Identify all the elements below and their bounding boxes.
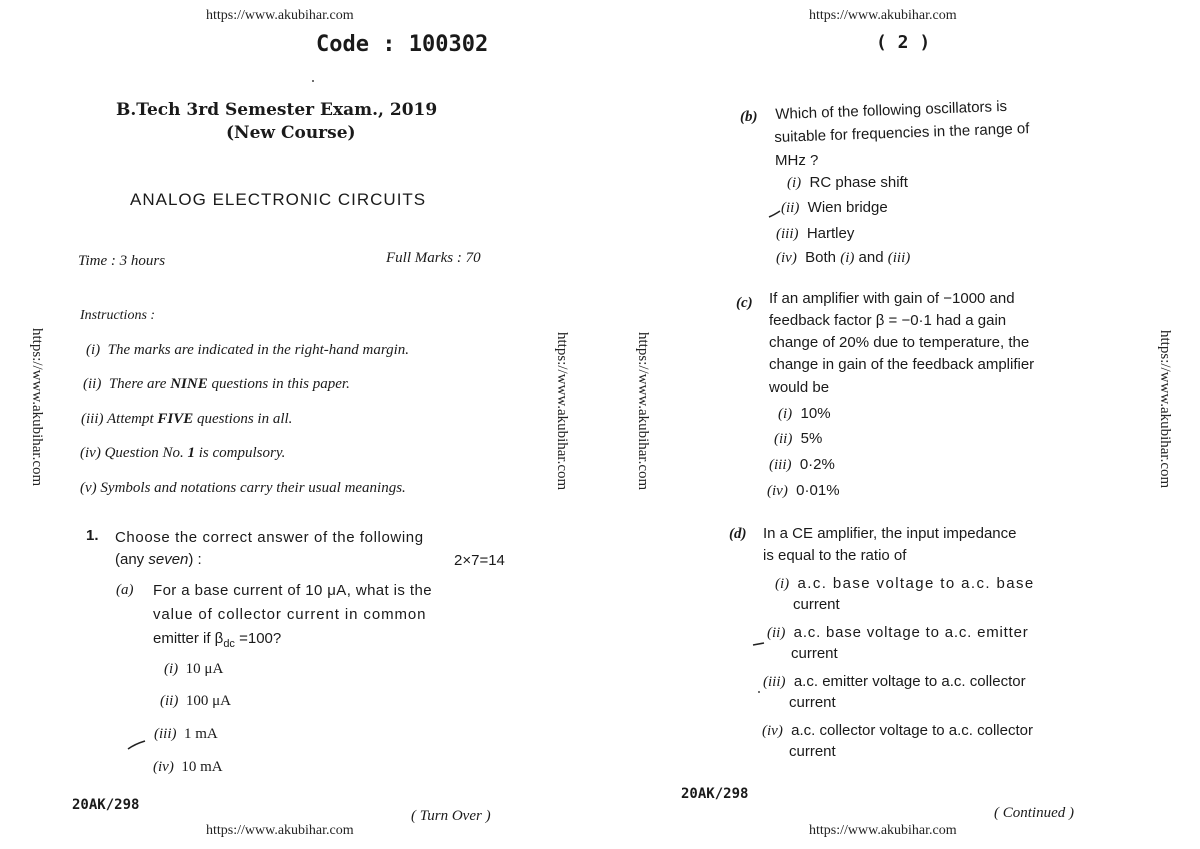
question-stem-line2 — [115, 549, 202, 570]
exam-time: Time : 3 hours — [78, 253, 166, 269]
subquestion-text: For a base current of 10 μA, what is the — [153, 582, 432, 599]
option-text: a.c. base voltage to a.c. base — [797, 575, 1035, 592]
subquestion-text-line3 — [153, 628, 281, 655]
option-number: (iii) — [776, 226, 799, 242]
option-text: a.c. collector voltage to a.c. collector — [791, 722, 1033, 739]
subquestion-label: (b) — [740, 109, 758, 125]
option-number: (i) — [778, 406, 793, 422]
right-footer-code: 20AK/298 — [681, 786, 749, 802]
option-number: (i) — [787, 175, 802, 191]
subquestion-text-line2: is equal to the ratio of — [763, 547, 907, 564]
left-footer-url[interactable]: https://www.akubihar.com — [206, 823, 354, 838]
option-number: (ii) — [160, 693, 179, 709]
instruction-text-pre: Question No. — [104, 445, 188, 461]
option-text: 10 μA — [185, 661, 224, 677]
subquestion-text: If an amplifier with gain of −1000 and — [769, 290, 1015, 307]
option-ref: (iii) — [887, 250, 911, 266]
option-number: (iii) — [154, 726, 177, 742]
option-item — [154, 726, 218, 743]
option-number: (iv) — [767, 483, 788, 499]
instruction-number: (ii) — [83, 376, 102, 392]
option-text-cont: current — [789, 694, 836, 711]
right-footer-url[interactable]: https://www.akubihar.com — [809, 823, 957, 838]
option-text: 10% — [800, 405, 831, 422]
question-stem: Choose the correct answer of the following — [115, 529, 424, 546]
left-header-url[interactable]: https://www.akubihar.com — [206, 8, 354, 23]
left-side-url[interactable]: https://www.akubihar.com — [29, 328, 45, 487]
option-text: Hartley — [806, 225, 855, 242]
subquestion-text-line5: would be — [769, 379, 830, 396]
right-header-url[interactable]: https://www.akubihar.com — [809, 8, 957, 23]
option-item — [776, 247, 910, 269]
full-marks: Full Marks : 70 — [386, 250, 481, 266]
option-text: 1 mA — [184, 726, 218, 742]
option-text-cont: current — [793, 596, 840, 613]
instruction-text-post: is compulsory. — [195, 445, 286, 461]
instruction-item — [80, 445, 285, 462]
option-text: 5% — [800, 430, 823, 447]
instruction-emphasis: 1 — [187, 445, 195, 461]
option-text: RC phase shift — [809, 174, 908, 191]
subquestion-text-line4: change in gain of the feedback amplifier — [769, 356, 1035, 373]
exam-code: Code : 100302 — [316, 32, 489, 57]
subquestion-text: In a CE amplifier, the input impedance — [763, 525, 1017, 542]
pen-tick-mark — [752, 641, 766, 647]
option-number: (i) — [775, 576, 790, 592]
option-number: (i) — [164, 661, 179, 677]
subquestion-label: (a) — [116, 582, 134, 598]
option-text: 100 μA — [185, 693, 231, 709]
option-number: (iv) — [153, 759, 174, 775]
option-number: (iii) — [769, 457, 792, 473]
option-item — [153, 759, 223, 776]
exam-title: B.Tech 3rd Semester Exam., 2019 — [116, 100, 438, 120]
stem-pre: (any — [115, 551, 149, 568]
instruction-emphasis: NINE — [170, 376, 208, 392]
question-marks: 2×7=14 — [454, 552, 505, 569]
option-item — [164, 661, 223, 678]
option-item — [763, 671, 1026, 693]
pen-tick-mark — [127, 739, 147, 751]
option-text: a.c. base voltage to a.c. emitter — [793, 624, 1029, 641]
subquestion-text-line3: MHz ? — [775, 152, 819, 169]
left-footer-code: 20AK/298 — [72, 797, 140, 813]
option-item — [787, 172, 908, 194]
subquestion-label: (d) — [729, 526, 747, 542]
option-text-cont: current — [789, 743, 836, 760]
instruction-text: Symbols and notations carry their usual meanings. — [100, 480, 406, 496]
subquestion-text-line2: value of collector current in common — [153, 606, 427, 623]
option-item — [778, 403, 831, 425]
instruction-number: (iv) — [80, 445, 101, 461]
instruction-text-pre: Attempt — [106, 411, 158, 427]
option-item — [774, 428, 822, 450]
instruction-text-pre: There are — [108, 376, 171, 392]
option-number: (iii) — [763, 674, 786, 690]
subquestion-label: (c) — [736, 295, 753, 311]
instruction-item — [80, 480, 406, 497]
right-left-side-url[interactable]: https://www.akubihar.com — [635, 332, 651, 491]
instruction-text-post: questions in all. — [193, 411, 293, 427]
option-item — [767, 480, 840, 502]
instruction-item — [86, 342, 409, 359]
option-number: (ii) — [781, 200, 800, 216]
option-number: (ii) — [774, 431, 793, 447]
instruction-emphasis: FIVE — [157, 411, 194, 427]
page-number: ( 2 ) — [876, 32, 931, 53]
instruction-item — [81, 411, 292, 428]
option-item — [781, 197, 888, 219]
option-item — [775, 573, 1035, 595]
option-item — [160, 693, 231, 710]
option-item — [776, 223, 854, 245]
option-text-pre: Both — [805, 249, 841, 266]
instructions-title: Instructions : — [80, 308, 156, 323]
option-text: 10 mA — [181, 759, 223, 775]
instruction-number: (v) — [80, 480, 97, 496]
speck — [758, 691, 760, 693]
instruction-item — [83, 376, 350, 393]
question-number: 1. — [86, 527, 99, 544]
option-ref: (i) — [840, 250, 855, 266]
option-number: (ii) — [767, 625, 786, 641]
beta-subscript: dc — [223, 638, 235, 650]
instruction-text: The marks are indicated in the right-hand margin. — [107, 342, 410, 358]
option-item — [762, 720, 1033, 742]
left-right-side-url[interactable]: https://www.akubihar.com — [554, 332, 570, 491]
option-item — [769, 454, 835, 476]
option-item — [767, 622, 1029, 644]
stem-post: ) : — [188, 551, 202, 568]
subquestion-text-line2: feedback factor β = −0·1 had a gain — [769, 312, 1007, 329]
right-side-url[interactable]: https://www.akubihar.com — [1157, 330, 1173, 489]
option-text: a.c. emitter voltage to a.c. collector — [793, 673, 1026, 690]
option-text: Wien bridge — [807, 199, 888, 216]
option-text: 0·2% — [799, 456, 835, 473]
instruction-text-post: questions in this paper. — [207, 376, 350, 392]
option-text-cont: current — [791, 645, 838, 662]
course-type: (New Course) — [226, 123, 356, 143]
text-pre: emitter if β — [153, 630, 224, 647]
option-text-mid: and — [854, 249, 888, 266]
subquestion-text-line2: suitable for frequencies in the range of — [774, 120, 1030, 146]
option-text: 0·01% — [796, 482, 840, 499]
subquestion-text: Which of the following oscillators is — [775, 97, 1008, 123]
instruction-number: (iii) — [81, 411, 104, 427]
text-post: =100? — [234, 630, 282, 647]
stem-italic: seven — [148, 551, 189, 568]
subject-title: ANALOG ELECTRONIC CIRCUITS — [130, 190, 427, 209]
option-number: (iv) — [762, 723, 783, 739]
instruction-number: (i) — [86, 342, 101, 358]
pen-tick-mark — [768, 209, 782, 219]
continued: ( Continued ) — [994, 805, 1074, 821]
option-number: (iv) — [776, 250, 797, 266]
speck — [312, 80, 314, 82]
turn-over: ( Turn Over ) — [411, 808, 491, 824]
subquestion-text-line3: change of 20% due to temperature, the — [769, 334, 1030, 351]
